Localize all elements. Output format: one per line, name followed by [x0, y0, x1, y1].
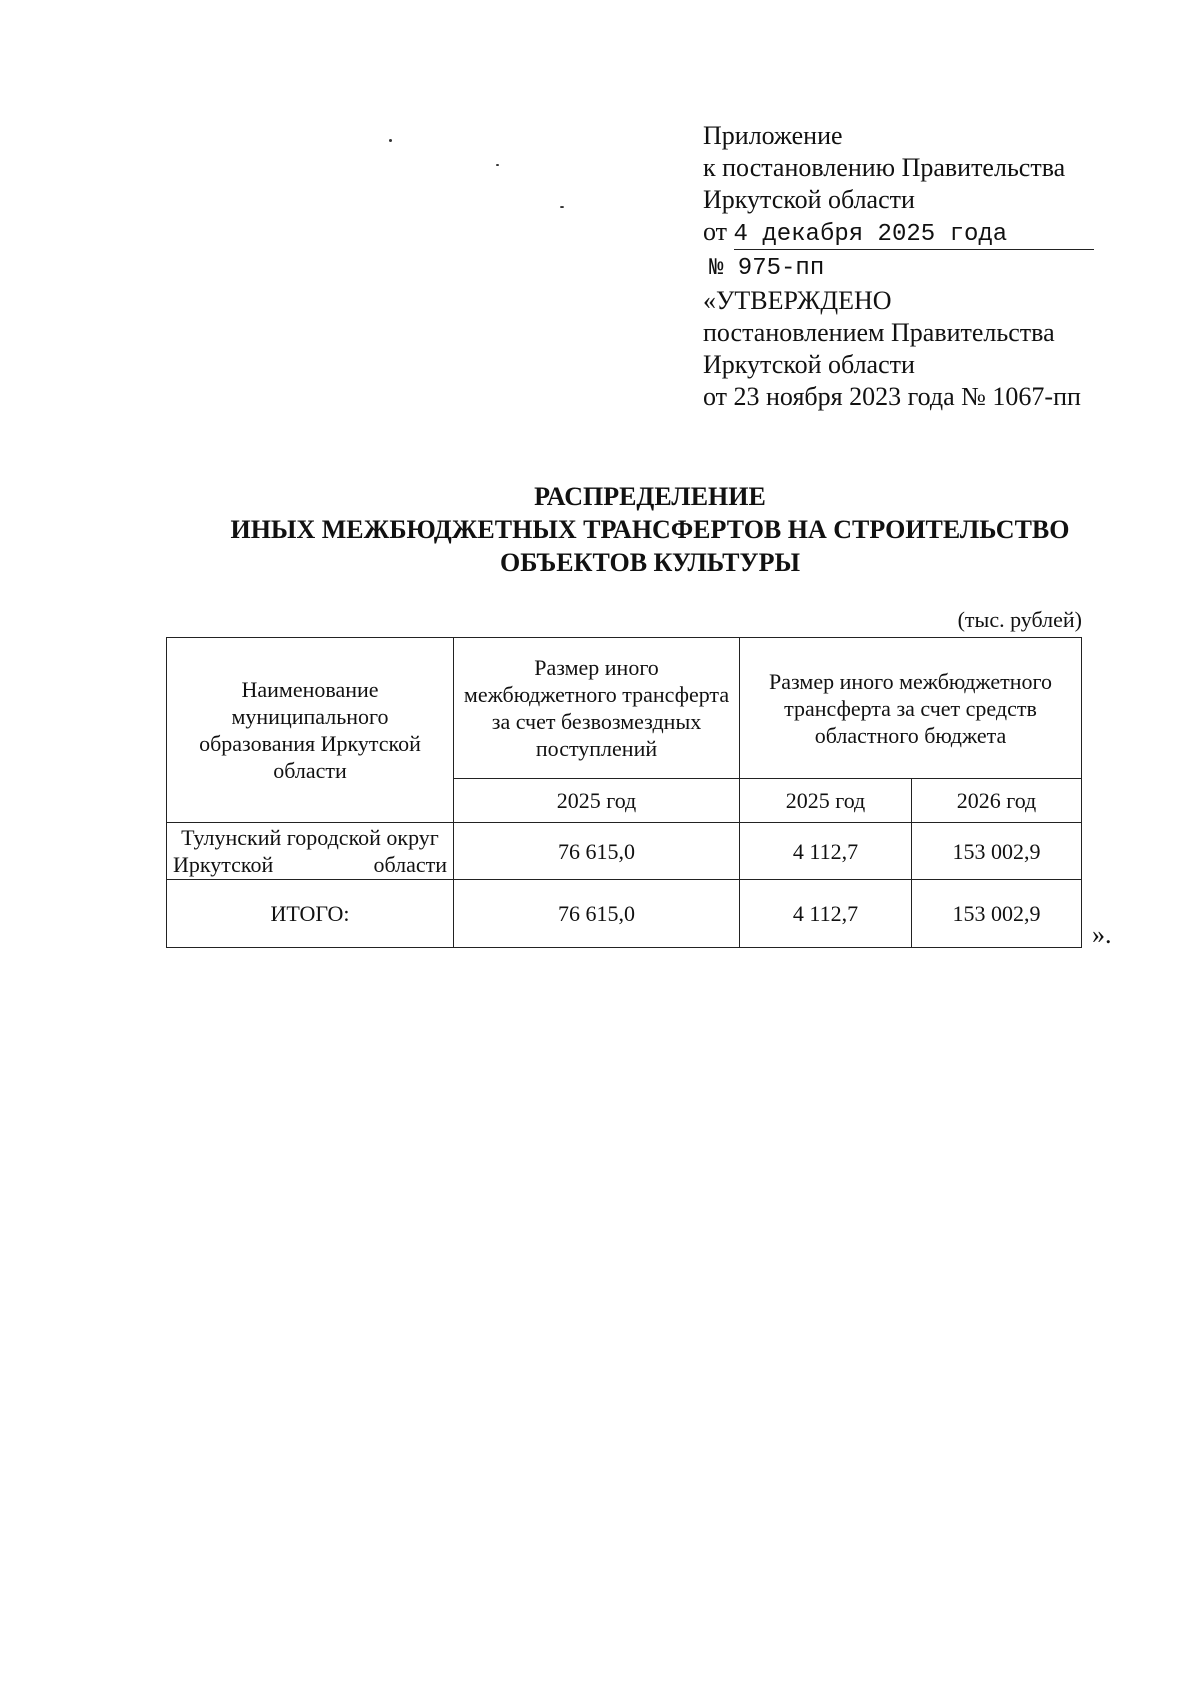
distribution-table [166, 637, 1082, 948]
scan-speck [560, 206, 564, 208]
appendix-line: Иркутской области [703, 185, 915, 214]
header-year: 2026 год [912, 779, 1082, 823]
header-free-receipts: Размер иного межбюджетного трансферта за счет безвозмездных поступлений [454, 638, 740, 779]
title-line: РАСПРЕДЕЛЕНИЕ [534, 482, 766, 511]
header-year: 2025 год [454, 779, 740, 823]
table-header-row [167, 638, 1082, 779]
municipality-name: Тулунский городской округ Иркутской области [167, 823, 454, 880]
total-label: ИТОГО: [167, 880, 454, 948]
document-title [100, 480, 1200, 579]
table-row [167, 823, 1082, 880]
appendix-line: Приложение [703, 121, 843, 150]
title-line: ОБЪЕКТОВ КУЛЬТУРЫ [499, 548, 800, 577]
approved-line: Иркутской области [703, 350, 915, 379]
approved-line: от 23 ноября 2023 года № 1067-пп [703, 382, 1081, 411]
header-municipality: Наименование муниципального образования Иркутской области [167, 638, 454, 823]
appendix-line: к постановлению Правительства [703, 153, 1066, 182]
date-prefix: от [703, 217, 728, 246]
closing-quote: ». [1092, 920, 1112, 949]
approved-line: «УТВЕРЖДЕНО [703, 286, 892, 315]
document-number: № 975-пп [709, 255, 825, 282]
date-field [734, 218, 1094, 250]
approved-line: постановлением Правительства [703, 318, 1055, 347]
appendix-date-line [703, 216, 1163, 250]
title-line: ИНЫХ МЕЖБЮДЖЕТНЫХ ТРАНСФЕРТОВ НА СТРОИТЕЛЬСТВО [230, 515, 1070, 544]
header-regional-budget: Размер иного межбюджетного трансферта за счет средств областного бюджета [740, 638, 1082, 779]
scan-speck [496, 164, 499, 166]
appendix-block [703, 120, 1163, 413]
total-value-cell: 4 112,7 [740, 880, 912, 948]
total-value-cell: 153 002,9 [912, 880, 1082, 948]
table-total-row [167, 880, 1082, 948]
scan-speck [389, 139, 392, 142]
date-value: 4 декабря 2025 года [733, 221, 1008, 248]
value-cell: 153 002,9 [912, 823, 1082, 880]
units-label: (тыс. рублей) [957, 607, 1082, 632]
value-cell: 4 112,7 [740, 823, 912, 880]
value-cell: 76 615,0 [454, 823, 740, 880]
total-value-cell: 76 615,0 [454, 880, 740, 948]
appendix-number-line [703, 250, 1163, 285]
header-year: 2025 год [740, 779, 912, 823]
